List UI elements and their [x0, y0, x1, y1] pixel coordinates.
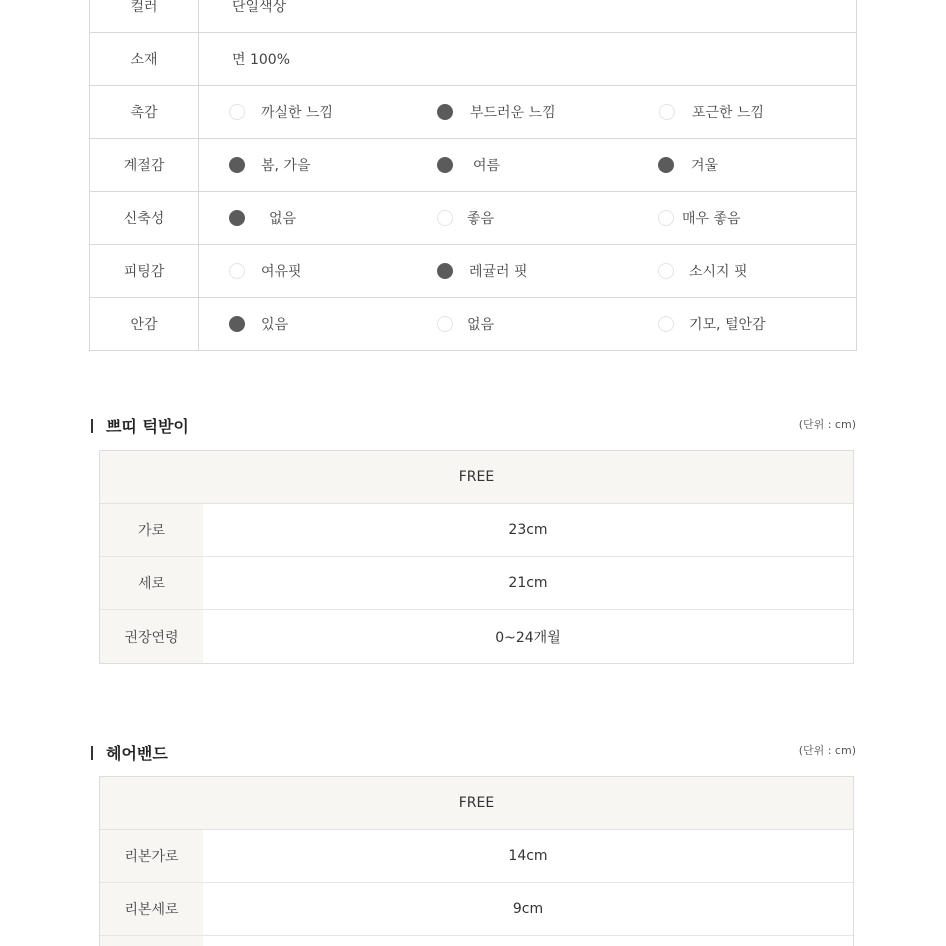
- info-row-material: [90, 33, 856, 86]
- radio-dot-icon: [658, 316, 674, 332]
- radio-dot-icon: [437, 316, 453, 332]
- option-label: 없음: [269, 211, 297, 227]
- option-label: 포근한 느낌: [692, 105, 765, 121]
- option-item: [437, 102, 556, 122]
- size-value: 9cm: [512, 901, 544, 917]
- option-item: [658, 208, 741, 228]
- option-label: 까실한 느낌: [261, 105, 334, 121]
- option-label: 좋음: [467, 211, 495, 227]
- size-header: FREE: [100, 451, 853, 504]
- info-row-stretch: [90, 192, 856, 245]
- option-item: [658, 314, 766, 334]
- radio-dot-icon: [658, 263, 674, 279]
- option-item: [659, 102, 764, 122]
- info-value: 단일색상: [232, 0, 287, 15]
- radio-dot-icon: [229, 263, 245, 279]
- option-item: [658, 155, 718, 175]
- info-row-season: [90, 139, 856, 192]
- size-value: 0~24개월: [495, 629, 561, 646]
- info-row-lining: [90, 298, 856, 351]
- option-label: 여유핏: [261, 264, 302, 280]
- radio-dot-icon: [437, 210, 453, 226]
- size-table-bib: [99, 450, 854, 664]
- unit-label: (단위 : cm): [798, 418, 856, 431]
- size-label: 리본세로: [100, 883, 203, 935]
- section-title-bib: [91, 414, 189, 437]
- option-label: 봄, 가을: [261, 158, 311, 174]
- info-row-texture: [90, 86, 856, 139]
- section-title-hairband: [91, 741, 168, 764]
- info-label: 컬러: [90, 0, 199, 32]
- option-item: [229, 261, 302, 281]
- option-item: [229, 155, 310, 175]
- option-label: 소시지 핏: [689, 264, 748, 280]
- option-item: [437, 155, 500, 175]
- table-row: [100, 936, 853, 946]
- radio-dot-icon: [229, 157, 245, 173]
- option-item: [229, 314, 288, 334]
- size-label: 리본가로: [100, 830, 203, 882]
- size-label: [100, 936, 203, 946]
- table-row: [100, 830, 853, 883]
- info-label: 안감: [90, 298, 199, 350]
- option-item: [229, 208, 296, 228]
- info-label: 촉감: [90, 86, 199, 138]
- size-value: [203, 936, 853, 946]
- size-value: 14cm: [508, 848, 548, 864]
- radio-dot-icon: [229, 316, 245, 332]
- option-label: 있음: [261, 317, 289, 333]
- option-label: 없음: [467, 317, 495, 333]
- option-item: [658, 261, 748, 281]
- option-item: [229, 102, 333, 122]
- table-row: [100, 610, 853, 663]
- option-label: 레귤러 핏: [469, 264, 528, 280]
- size-label: 권장연령: [100, 610, 203, 663]
- table-row: [100, 504, 853, 557]
- radio-dot-icon: [658, 157, 674, 173]
- size-table-hairband: [99, 776, 854, 946]
- info-value: 면 100%: [232, 52, 290, 68]
- info-label: 계절감: [90, 139, 199, 191]
- option-label: 매우 좋음: [682, 211, 741, 227]
- radio-dot-icon: [229, 104, 245, 120]
- section-title-text: 헤어밴드: [106, 744, 168, 763]
- option-item: [437, 261, 528, 281]
- info-label: 소재: [90, 33, 199, 85]
- radio-dot-icon: [658, 210, 674, 226]
- option-label: 여름: [473, 158, 501, 174]
- info-row-fit: [90, 245, 856, 298]
- table-row: [100, 883, 853, 936]
- title-bar: [91, 419, 93, 433]
- size-label: 가로: [100, 504, 203, 556]
- option-item: [437, 314, 494, 334]
- info-label: 피팅감: [90, 245, 199, 297]
- radio-dot-icon: [437, 157, 453, 173]
- info-label: 신축성: [90, 192, 199, 244]
- option-label: 기모, 털안감: [689, 317, 766, 333]
- radio-dot-icon: [437, 104, 453, 120]
- size-value: 21cm: [508, 575, 548, 591]
- unit-label: (단위 : cm): [798, 744, 856, 757]
- info-row-color: [90, 0, 856, 33]
- product-info-table: [89, 0, 857, 351]
- radio-dot-icon: [659, 104, 675, 120]
- title-bar: [91, 746, 93, 760]
- table-row: [100, 557, 853, 610]
- radio-dot-icon: [437, 263, 453, 279]
- radio-dot-icon: [229, 210, 245, 226]
- section-title-text: 쁘띠 턱받이: [106, 417, 189, 436]
- size-value: 23cm: [508, 522, 548, 538]
- option-label: 겨울: [691, 158, 719, 174]
- option-label: 부드러운 느낌: [470, 105, 556, 121]
- size-header: FREE: [100, 777, 853, 830]
- size-label: 세로: [100, 557, 203, 609]
- option-item: [437, 208, 494, 228]
